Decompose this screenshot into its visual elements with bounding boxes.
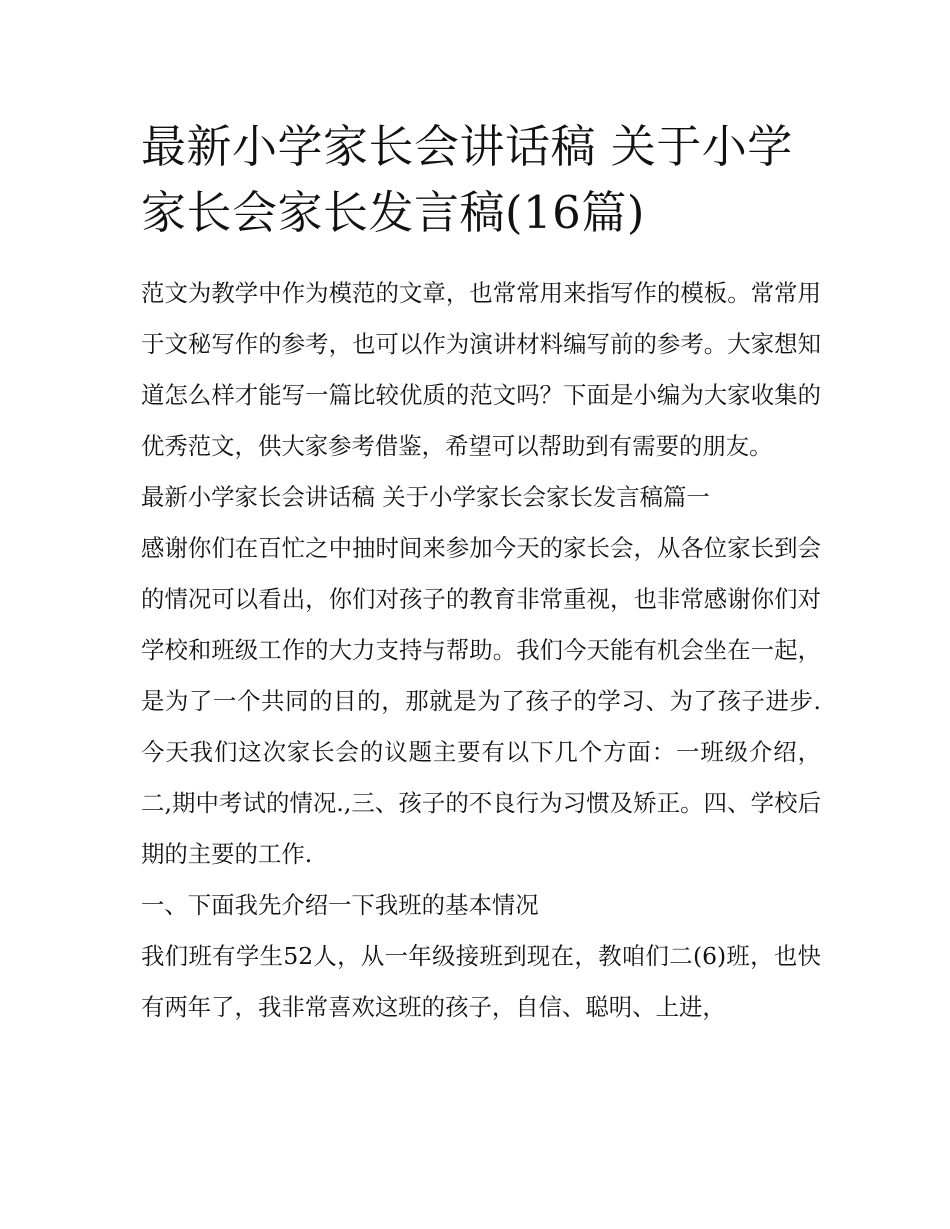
section-heading: 最新小学家长会讲话稿 关于小学家长会家长发言稿篇一 (141, 483, 710, 511)
intro-paragraph: 范文为教学中作为模范的文章，也常常用来指写作的模板。常常用于文秘写作的参考，也可以作为演讲材料编写前的参考。大家想知道怎么样才能写一篇比较优质的范文吗？下面是小编为大家收集的优秀范文，供大家参考借鉴，希望可以帮助到有需要的朋友。 (141, 279, 821, 460)
subheading-1: 一、下面我先介绍一下我班的基本情况 (141, 891, 539, 919)
body-paragraph-1: 感谢你们在百忙之中抽时间来参加今天的家长会，从各位家长到会的情况可以看出，你们对孩子的教育非常重视，也非常感谢你们对学校和班级工作的大力支持与帮助。我们今天能有机会坐在一起，是为了一个共同的目的，那就是为了孩子的学习、为了孩子进步.今天我们这次家长会的议题主要有以下几个方面：一班级介绍，二,期中考试的情况.,三、孩子的不良行为习惯及矫正。四、学校后期的主要的工作. (141, 534, 821, 868)
document-title: 最新小学家长会讲话稿 关于小学家长会家长发言稿(16篇) (141, 120, 793, 239)
body-paragraph-2: 我们班有学生52人，从一年级接班到现在，教咱们二(6)班，也快有两年了，我非常喜欢这班的孩子，自信、聪明、上进， (141, 942, 821, 1021)
document-content (141, 114, 821, 1033)
